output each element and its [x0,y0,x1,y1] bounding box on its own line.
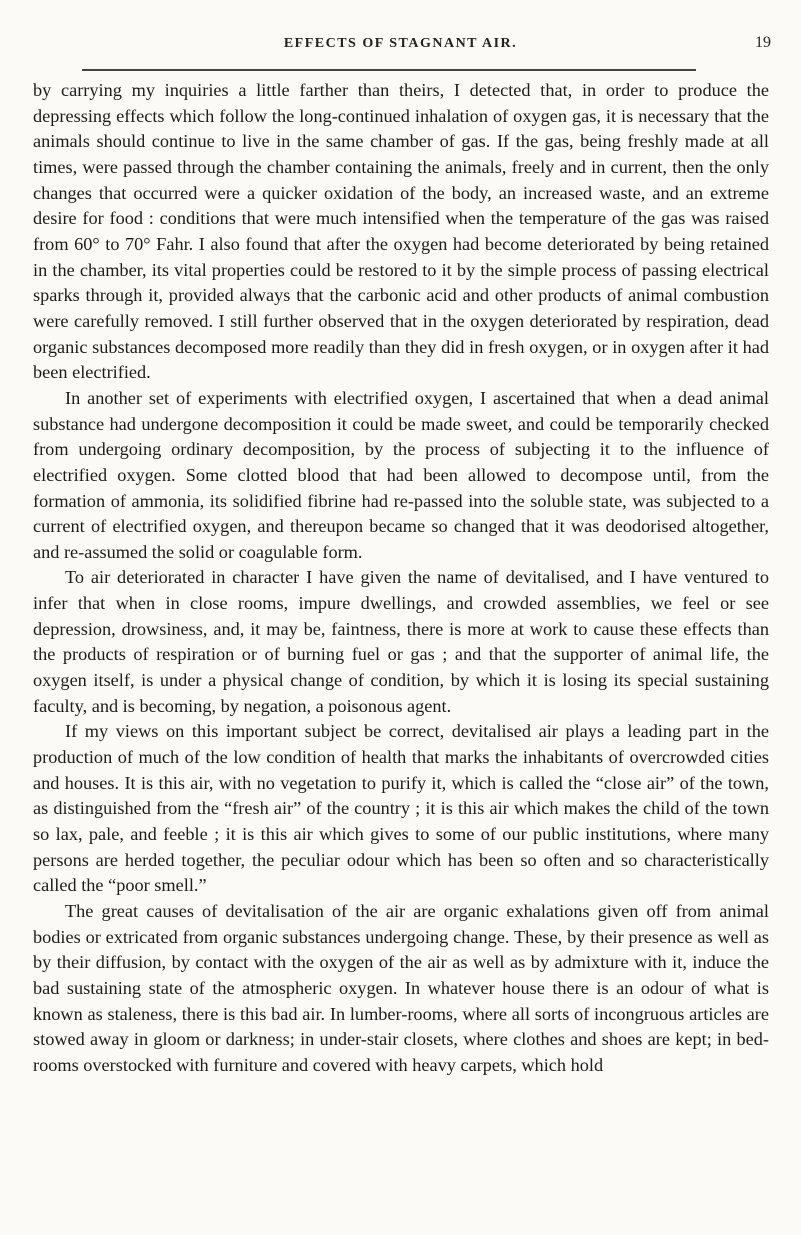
body-text [33,78,769,1079]
paragraph-3: To air deteriorated in character I have given the name of devitalised, and I have ventured to infer that when in close rooms, impure dwellings, and crowded assemblies, we feel or see depression, drowsiness, and, it may be, faintness, there is more at work to cause these effects than the products of respiration or of burning fuel or gas ; and that the supporter of animal life, the oxygen itself, is under a physical change of condition, by which it is losing its special sustaining faculty, and is becoming, by negation, a poisonous agent. [33,567,769,716]
paragraph-4: If my views on this important subject be correct, devitalised air plays a leading part in the production of much of the low condition of health that marks the inhabitants of overcrowded cities and houses. It is this air, with no vegetation to purify it, which is called the “close air” of the town, as distinguished from the “fresh air” of the country ; it is this air which makes the child of the town so lax, pale, and feeble ; it is this air which gives to some of our public institutions, where many persons are herded together, the peculiar odour which has been so often and so characteristically called the “poor smell.” [33,721,769,896]
paragraph-1: by carrying my inquiries a little farther than theirs, I detected that, in order to produce the depressing effects which follow the long-continued inhalation of oxygen gas, it is necessary that the animals should continue to live in the same chamber of gas. If the gas, being freshly made at all times, were passed through the chamber containing the animals, freely and in current, then the only changes that occurred were a quicker oxidation of the body, an increased waste, and an extreme desire for food : conditions that were much intensified when the temperature of the gas was raised from 60° to 70° Fahr. I also found that after the oxygen had become deteriorated by being retained in the chamber, its vital properties could be restored to it by the simple process of passing electrical sparks through it, provided always that the carbonic acid and other products of animal combustion were carefully removed. I still further observed that in the oxygen deteriorated by respiration, dead organic substances decomposed more readily than they did in fresh oxygen, or in oxygen after it had been electrified. [33,80,769,383]
running-head [0,34,801,58]
paragraph-5: The great causes of devitalisation of the air are organic exhalations given off from animal bodies or extricated from organic substances undergoing change. These, by their presence as well as by their diffusion, by contact with the oxygen of the air as well as by admixture with it, induce the bad sustaining state of the atmospheric oxygen. In whatever house there is an odour of what is known as staleness, there is this bad air. In lumber-rooms, where all sorts of incongruous articles are stowed away in gloom or darkness; in under-stair closets, where clothes and shoes are kept; in bed-rooms overstocked with furniture and covered with heavy carpets, which hold [33,901,769,1075]
header-rule [82,69,696,71]
page-number: 19 [755,34,771,51]
running-title: EFFECTS OF STAGNANT AIR. [283,36,518,51]
paragraph-2: In another set of experiments with electrified oxygen, I ascertained that when a dead animal substance had undergone decomposition it could be made sweet, and could be temporarily checked from undergoing ordinary decomposition, by the process of subjecting it to the influence of electrified oxygen. Some clotted blood that had been allowed to decompose until, from the formation of ammonia, its solidified fibrine had re-passed into the soluble state, was subjected to a current of electrified oxygen, and thereupon became so changed that it was deodorised altogether, and re-assumed the solid or coagulable form. [33,387,769,562]
